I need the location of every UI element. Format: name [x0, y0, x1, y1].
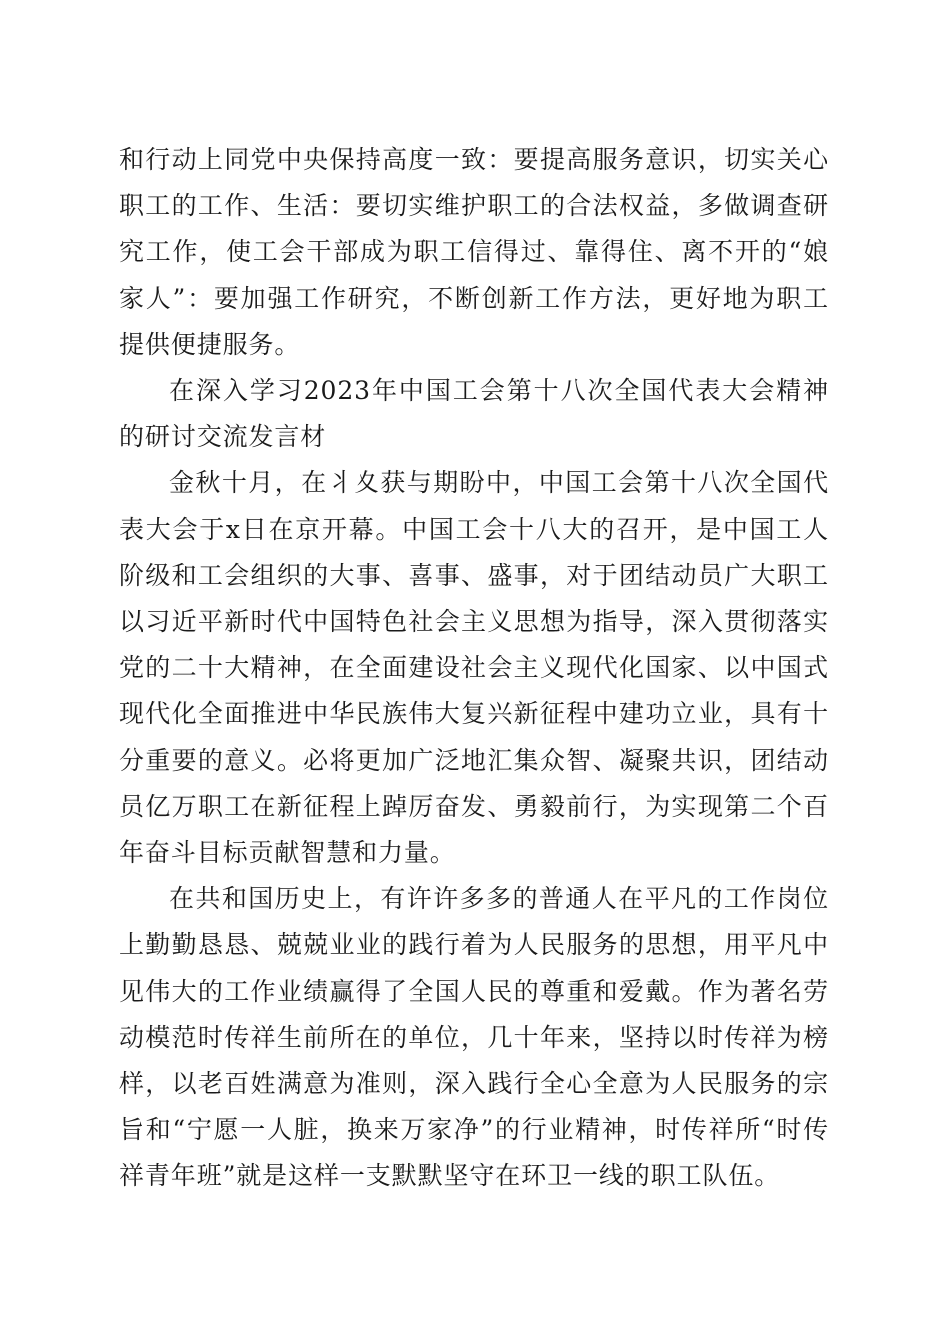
paragraph-body: 在共和国历史上，有许许多多的普通人在平凡的工作岗位上勤勤恳恳、兢兢业业的践行着为人民服务的思想，用平凡中见伟大的工作业绩赢得了全国人民的尊重和爱戴。作为著名劳动模范时传祥生前所在的单位，几十年来，坚持以时传祥为榜样，以老百姓满意为准则，深入践行全心全意为人民服务的宗旨和“宁愿一人脏，换来万家净”的行业精神，时传祥所“时传祥青年班”就是这样一支默默坚守在环卫一线的职工队伍。	[119, 884, 829, 1191]
paragraph-continuation: 和行动上同党中央保持高度一致：要提高服务意识，切实关心职工的工作、生活：要切实维护职工的合法权益，多做调查研究工作，使工会干部成为职工信得过、靠得住、离不开的“娘家人”：要加强工作研究，不断创新工作方法，更好地为职工提供便捷服务。	[119, 145, 829, 359]
document-body	[119, 137, 829, 1200]
paragraph-body: 金秋十月，在丬夊获与期盼中，中国工会第十八次全国代表大会于x日在京开幕。中国工会十八大的召开，是中国工人阶级和工会组织的大事、喜事、盛事，对于团结动员广大职工以习近平新时代中国特色社会主义思想为指导，深入贯彻落实党的二十大精神，在全面建设社会主义现代化国家、以中国式现代化全面推进中华民族伟大复兴新征程中建功立业，具有十分重要的意义。必将更加广泛地汇集众智、凝聚共识，团结动员亿万职工在新征程上踔厉奋发、勇毅前行，为实现第二个百年奋斗目标贡献智慧和力量。	[119, 468, 829, 868]
paragraph-heading: 在深入学习2023年中国工会第十八次全国代表大会精神的研讨交流发言材	[119, 376, 829, 452]
